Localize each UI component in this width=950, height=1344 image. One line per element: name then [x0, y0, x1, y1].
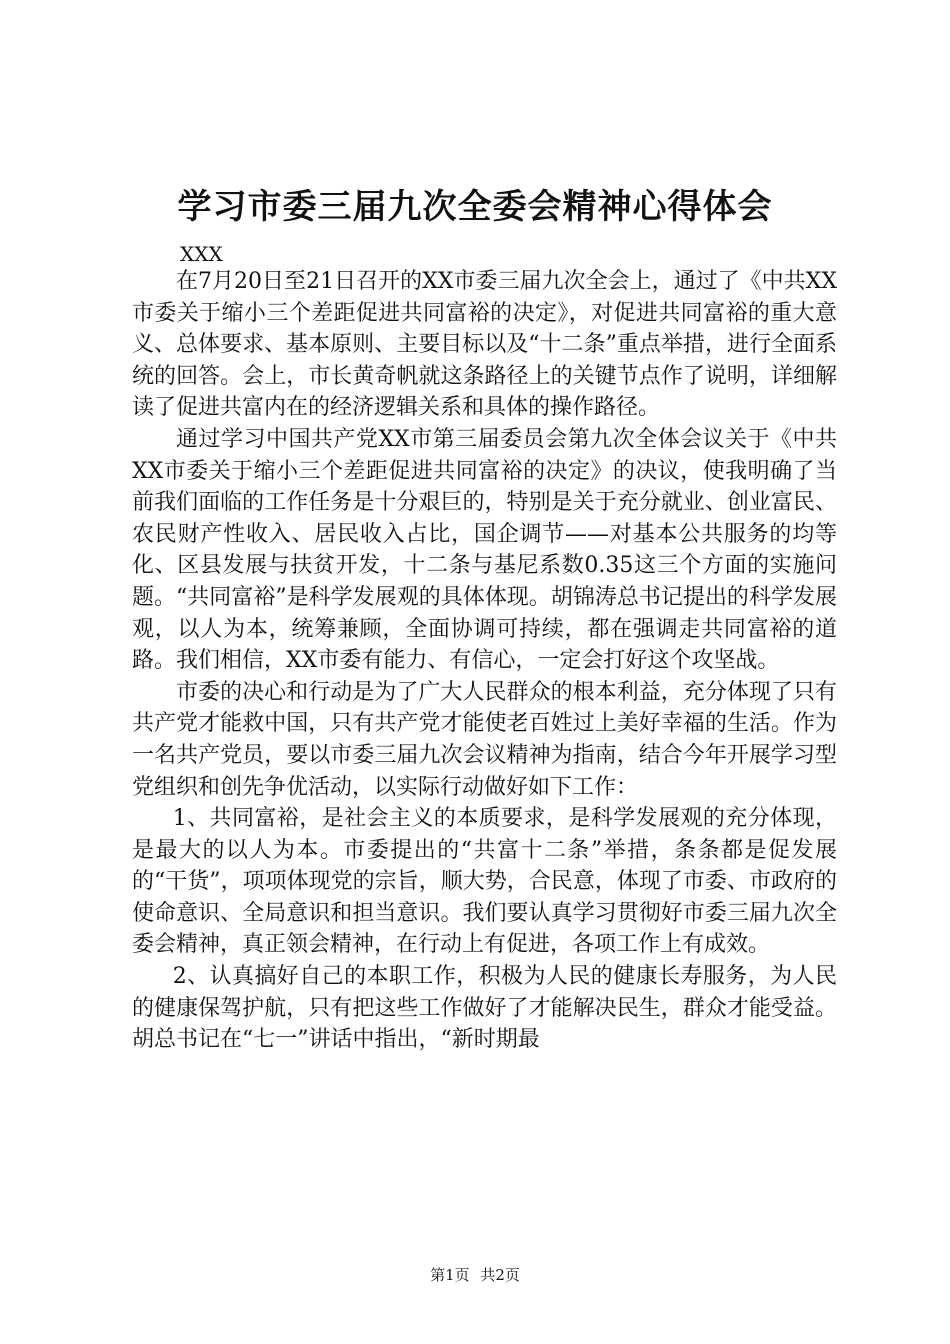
document-author: XXX	[180, 242, 223, 266]
paragraph-item-1: 1、共同富裕，是社会主义的本质要求，是科学发展观的充分体现，是最大的以人为本。市委提出的“共富十二条”举措，条条都是促发展的“干货”，项项体现党的宗旨，顺大势，合民意，体现了市委、市政府的使命意识、全局意识和担当意识。我们要认真学习贯彻好市委三届九次全委会精神，真正领会精神，在行动上有促进，各项工作上有成效。	[132, 806, 837, 958]
page-footer	[0, 1265, 950, 1285]
page-total: 共2页	[480, 1266, 520, 1284]
document-title: 学习市委三届九次全委会精神心得体会	[177, 187, 773, 227]
page-number: 第1页	[430, 1266, 470, 1284]
paragraph-3: 市委的决心和行动是为了广大人民群众的根本利益，充分体现了只有共产党才能救中国，只有共产党才能使老百姓过上美好幸福的生活。作为一名共产党员，要以市委三届九次会议精神为指南，结合今年开展学习型党组织和创先争优活动，以实际行动做好如下工作：	[132, 679, 837, 800]
paragraph-2: 通过学习中国共产党XX市第三届委员会第九次全体会议关于《中共XX市委关于缩小三个差距促进共同富裕的决定》的决议，使我明确了当前我们面临的工作任务是十分艰巨的，特别是关于充分就业、创业富民、农民财产性收入、居民收入占比，国企调节——对基本公共服务的均等化、区县发展与扶贫开发，十二条与基尼系数0.35这三个方面的实施问题。“共同富裕”是科学发展观的具体体现。胡锦涛总书记提出的科学发展观，以人为本，统筹兼顾，全面协调可持续，都在强调走共同富裕的道路。我们相信，XX市委有能力、有信心，一定会打好这个攻坚战。	[132, 426, 837, 674]
document-body	[132, 266, 837, 1056]
paragraph-item-2: 2、认真搞好自己的本职工作，积极为人民的健康长寿服务，为人民的健康保驾护航，只有把这些工作做好了才能解决民生，群众才能受益。胡总书记在“七一”讲话中指出，“新时期最	[132, 964, 837, 1053]
paragraph-1: 在7月20日至21日召开的XX市委三届九次全会上，通过了《中共XX市委关于缩小三个差距促进共同富裕的决定》，对促进共同富裕的重大意义、总体要求、基本原则、主要目标以及“十二条”重点举措，进行全面系统的回答。会上，市长黄奇帆就这条路径上的关键节点作了说明，详细解读了促进共富内在的经济逻辑关系和具体的操作路径。	[132, 269, 837, 421]
